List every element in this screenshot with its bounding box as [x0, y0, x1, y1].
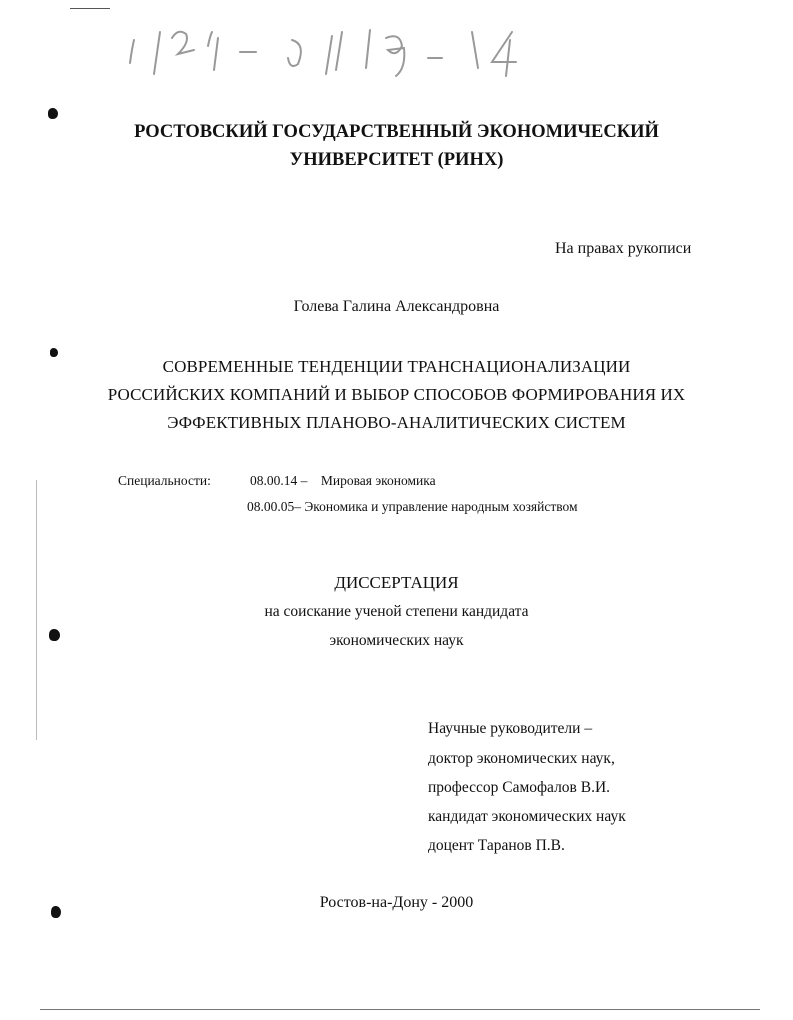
- specialty-item-2: [247, 499, 578, 515]
- specialties-label: Специальности:: [118, 473, 211, 488]
- dissertation-title-line1: СОВРЕМЕННЫЕ ТЕНДЕНЦИИ ТРАНСНАЦИОНАЛИЗАЦИИ: [162, 357, 631, 376]
- university-name-line2: УНИВЕРСИТЕТ (РИНХ): [289, 150, 504, 170]
- specialty-name: Экономика и управление народным хозяйством: [304, 499, 578, 514]
- university-name-line1: РОСТОВСКИЙ ГОСУДАРСТВЕННЫЙ ЭКОНОМИЧЕСКИЙ: [134, 122, 659, 142]
- dissertation-title-line2: РОССИЙСКИХ КОМПАНИЙ И ВЫБОР СПОСОБОВ ФОРМИРОВАНИЯ ИХ: [107, 385, 686, 404]
- degree-line1: на соискание ученой степени кандидата: [264, 603, 529, 620]
- document-type: ДИССЕРТАЦИЯ: [334, 573, 459, 592]
- city-year: Ростов-на-Дону - 2000: [319, 894, 474, 911]
- hole-punch-mark-2: [50, 348, 58, 357]
- supervisors-line2: доктор экономических наук,: [428, 750, 615, 767]
- scan-line-top: [70, 8, 110, 9]
- dissertation-title-line3: ЭФФЕКТИВНЫХ ПЛАНОВО-АНАЛИТИЧЕСКИХ СИСТЕМ: [167, 413, 626, 432]
- specialty-code: 08.00.05–: [247, 499, 301, 514]
- supervisors-line4: кандидат экономических наук: [428, 808, 626, 825]
- supervisors-line1: Научные руководители –: [428, 720, 593, 737]
- author-name: Голева Галина Александровна: [293, 298, 500, 315]
- specialty-code: 08.00.14 –: [250, 473, 308, 488]
- hole-punch-mark-1: [48, 108, 58, 119]
- manuscript-rights-note: На правах рукописи: [555, 240, 692, 257]
- specialty-name: Мировая экономика: [320, 473, 436, 488]
- handwritten-archive-number: [120, 18, 560, 88]
- specialty-item-1: [250, 473, 436, 489]
- degree-line2: экономических наук: [329, 632, 464, 649]
- scan-line-bottom: [40, 1009, 760, 1010]
- supervisors-line3: профессор Самофалов В.И.: [428, 779, 611, 796]
- supervisors-line5: доцент Таранов П.В.: [428, 837, 565, 854]
